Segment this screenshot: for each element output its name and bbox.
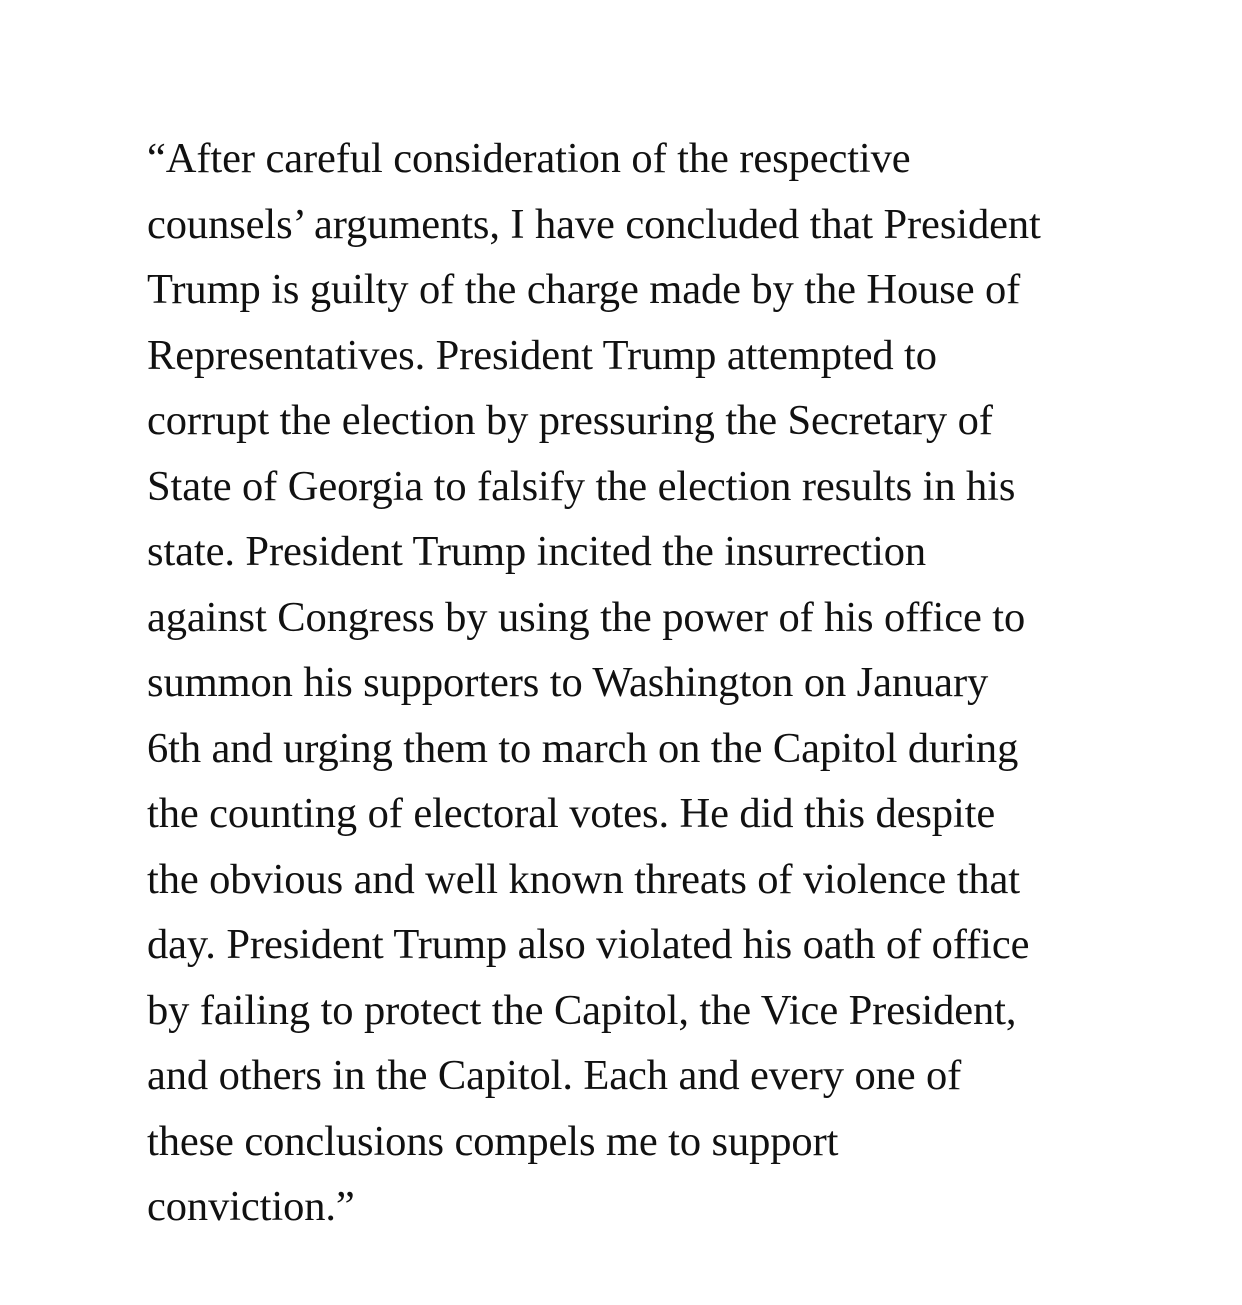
statement-line: summon his supporters to Washington on January: [147, 659, 989, 706]
statement-line: state. President Trump incited the insurrection: [147, 528, 927, 575]
statement-line: conviction.”: [147, 1183, 355, 1230]
statement-quote: [147, 126, 1147, 1240]
statement-line: and others in the Capitol. Each and every one of: [147, 1052, 962, 1099]
statement-line: Representatives. President Trump attempted to: [147, 331, 937, 379]
statement-line: the obvious and well known threats of violence that: [147, 855, 1021, 903]
statement-line: 6th and urging them to march on the Capitol during: [147, 724, 1019, 772]
statement-line: the counting of electoral votes. He did this despite: [147, 790, 996, 837]
statement-line: State of Georgia to falsify the election results in his: [147, 462, 1016, 510]
statement-line: Trump is guilty of the charge made by the House of: [147, 266, 1021, 313]
statement-line: by failing to protect the Capitol, the Vice President,: [147, 986, 1017, 1034]
statement-line: corrupt the election by pressuring the Secretary of: [147, 397, 993, 444]
statement-line: “After careful consideration of the respective: [147, 135, 911, 182]
statement-line: counsels’ arguments, I have concluded that President: [147, 200, 1041, 248]
statement-line: these conclusions compels me to support: [147, 1117, 839, 1165]
statement-line: day. President Trump also violated his oath of office: [147, 921, 1030, 968]
statement-line: against Congress by using the power of his office to: [147, 593, 1026, 641]
